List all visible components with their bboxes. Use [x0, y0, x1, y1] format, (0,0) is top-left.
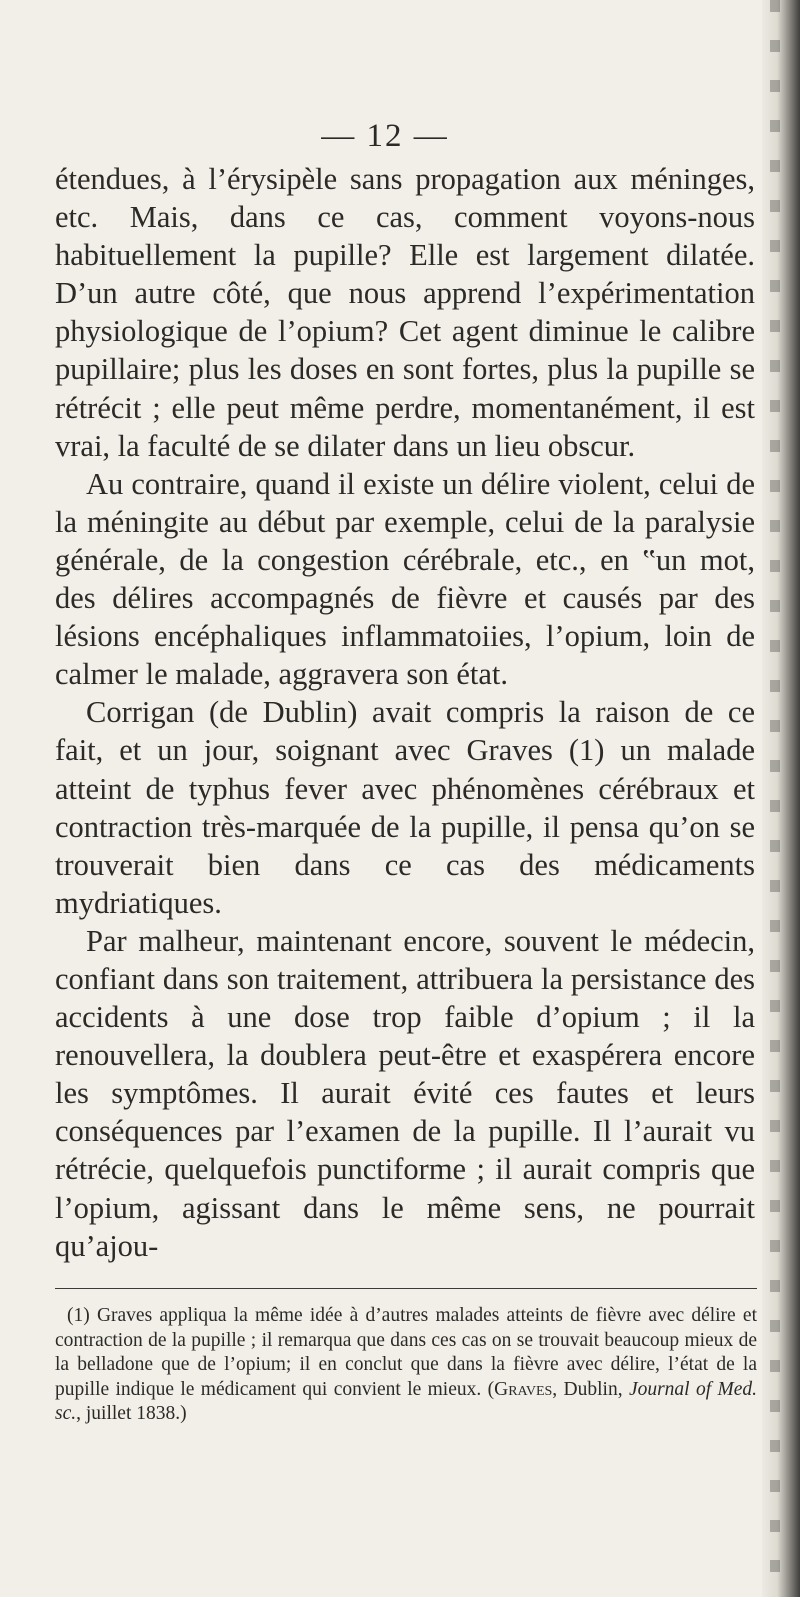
- paragraph-3: Corrigan (de Dublin) avait compris la raison de ce fait, et un jour, soignant avec Graves (1) un malade atteint de typhus fever avec phénomènes cérébraux et contraction très-marquée de la pupille, il pensa qu’on se trouverait bien dans ce cas des médicaments mydriatiques.: [55, 695, 755, 920]
- footnote-divider: [55, 1288, 757, 1289]
- footnote-journal: Journal of Med. sc.: [55, 1378, 758, 1424]
- footnote-author: Graves: [494, 1378, 553, 1400]
- footnote: [55, 1304, 757, 1427]
- footnote-date: , juillet 1838.): [76, 1403, 187, 1424]
- footnote-text: [55, 1304, 757, 1427]
- footnote-place: , Dublin,: [552, 1378, 629, 1400]
- paragraph-1: étendues, à l’érysipèle sans propagation aux méninges, etc. Mais, dans ce cas, comment voyons-nous habituellement la pupille? Elle est largement dilatée. D’un autre côté, que nous apprend l’expérimentation physiologique de l’opium? Cet agent diminue le calibre pupillaire; plus les doses en sont fortes, plus la pupille se rétrécit ; elle peut même perdre, momentanément, il est vrai, la faculté de se dilater dans un lieu obscur.: [55, 162, 755, 463]
- paragraph-2: Au contraire, quand il existe un délire violent, celui de la méningite au début par exemple, celui de la paralysie générale, de la congestion cérébrale, etc., en ‟un mot, des délires accompagnés de fièvre et causés par des lésions encéphaliques inflammatoiies, l’opium, loin de calmer le malade, aggravera son état.: [55, 466, 755, 692]
- body-text: [55, 160, 755, 1265]
- footnote-body: (1) Graves appliqua la même idée à d’autres malades atteints de fièvre avec délire et contraction de la pupille ; il remarqua que dans ces cas on se trouvait beaucoup mieux de la belladone que de l’opium; il en conclut que dans la fièvre avec délire, l’état de la pupille indique le médicament qui convient le mieux. (: [55, 1305, 757, 1400]
- page-number: — 12 —: [321, 118, 449, 154]
- paragraph-4: Par malheur, maintenant encore, souvent le médecin, confiant dans son traitement, attribuera la persistance des accidents à une dose trop faible d’opium ; il la renouvellera, la doublera peut-être et exaspérera encore les symptômes. Il aurait évité ces fautes et leurs conséquences par l’examen de la pupille. Il l’aurait vu rétrécie, quelquefois punctiforme ; il aurait compris que l’opium, agissant dans le même sens, ne pourrait qu’ajou-: [55, 923, 755, 1263]
- page-edge-shadow: [762, 0, 800, 1597]
